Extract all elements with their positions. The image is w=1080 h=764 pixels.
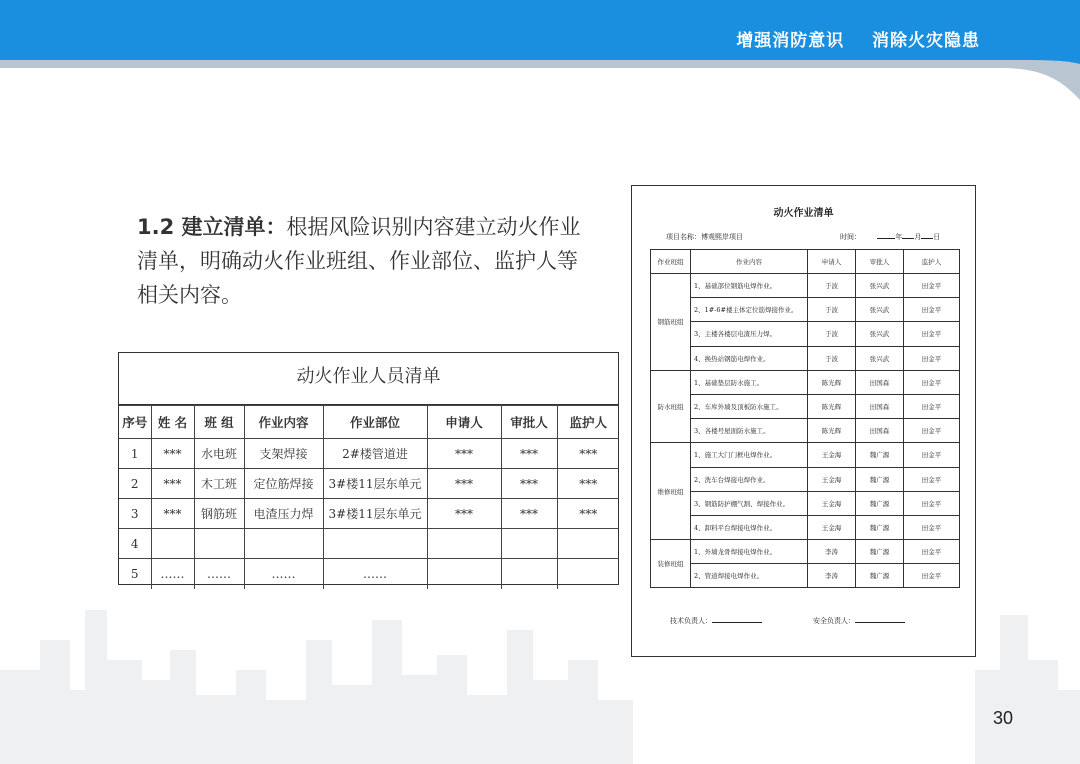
table-cell: ***	[557, 469, 619, 499]
permit-title: 动火作业清单	[773, 208, 834, 219]
table-row	[651, 394, 960, 418]
roster-header-cell: 申请人	[427, 406, 501, 439]
table-cell: ***	[501, 439, 557, 469]
permit-header-cell: 作业内容	[691, 250, 808, 274]
table-cell: 张兴武	[856, 298, 904, 322]
roster-header-cell: 班 组	[194, 406, 244, 439]
year-blank	[877, 232, 895, 239]
table-cell: 张兴武	[856, 322, 904, 346]
tech-sign-blank	[712, 616, 762, 623]
table-row	[651, 491, 960, 515]
table-cell: ***	[151, 469, 194, 499]
table-cell: 陈光辉	[808, 394, 856, 418]
hot-work-list-form	[631, 185, 976, 657]
table-cell: 田金平	[904, 491, 960, 515]
page-number: 30	[993, 708, 1014, 728]
table-cell: 2	[119, 469, 151, 499]
table-cell: ***	[557, 499, 619, 529]
permit-header-cell: 作业班组	[651, 250, 691, 274]
roster-header-cell: 序号	[119, 406, 151, 439]
permit-header-cell: 监护人	[904, 250, 960, 274]
table-cell: 于波	[808, 274, 856, 298]
table-cell: 于波	[808, 346, 856, 370]
table-cell	[323, 529, 427, 559]
table-cell: ***	[557, 439, 619, 469]
safety-signature	[813, 616, 905, 626]
crew-group-cell: 防水班组	[651, 370, 691, 443]
table-cell: ……	[194, 559, 244, 589]
permit-body	[651, 274, 960, 588]
table-cell	[427, 529, 501, 559]
table-cell: ***	[501, 499, 557, 529]
table-cell: 张兴武	[856, 346, 904, 370]
table-cell: 田金平	[904, 515, 960, 539]
table-cell: 田金平	[904, 564, 960, 588]
table-cell	[501, 559, 557, 589]
table-cell: ***	[151, 439, 194, 469]
table-cell: ***	[427, 499, 501, 529]
table-cell	[557, 559, 619, 589]
table-cell: 木工班	[194, 469, 244, 499]
table-cell: 田金平	[904, 298, 960, 322]
table-row	[651, 443, 960, 467]
table-cell: 陈光辉	[808, 419, 856, 443]
table-cell	[151, 529, 194, 559]
table-cell: ***	[151, 499, 194, 529]
table-cell: 田金平	[904, 346, 960, 370]
table-cell: 田金平	[904, 322, 960, 346]
table-cell: 李涛	[808, 540, 856, 564]
tech-sign-label: 技术负责人：	[670, 617, 712, 625]
roster-header-cell: 监护人	[557, 406, 619, 439]
table-row	[651, 370, 960, 394]
table-cell: 田金平	[904, 370, 960, 394]
table-cell	[501, 529, 557, 559]
banner-curve-decoration	[0, 0, 1080, 110]
roster-grid	[119, 405, 619, 589]
table-cell: 魏广源	[856, 564, 904, 588]
table-cell: 4	[119, 529, 151, 559]
table-row	[119, 559, 619, 589]
table-cell: 钢筋班	[194, 499, 244, 529]
hot-work-personnel-table	[118, 352, 619, 585]
table-row	[651, 298, 960, 322]
table-cell: 田国森	[856, 394, 904, 418]
task-cell: 1、外墙龙骨焊接电焊作业。	[691, 540, 808, 564]
task-cell: 1、基础垫层防水施工。	[691, 370, 808, 394]
table-cell: 魏广源	[856, 540, 904, 564]
table-row	[651, 322, 960, 346]
table-cell: 支架焊接	[244, 439, 323, 469]
table-row	[651, 515, 960, 539]
table-cell: 田金平	[904, 394, 960, 418]
table-cell: 王金海	[808, 467, 856, 491]
table-cell: 王金海	[808, 491, 856, 515]
table-cell: 魏广源	[856, 491, 904, 515]
roster-header-cell: 审批人	[501, 406, 557, 439]
table-cell: 田金平	[904, 274, 960, 298]
table-row	[651, 540, 960, 564]
table-cell: 陈光辉	[808, 370, 856, 394]
table-row	[651, 564, 960, 588]
table-cell	[427, 559, 501, 589]
table-row	[119, 529, 619, 559]
table-cell: 王金海	[808, 515, 856, 539]
table-cell	[557, 529, 619, 559]
tech-signature	[670, 616, 762, 626]
table-cell: 田金平	[904, 443, 960, 467]
permit-header-cell: 审批人	[856, 250, 904, 274]
table-cell	[244, 529, 323, 559]
permit-date	[840, 232, 940, 242]
table-cell: ***	[501, 469, 557, 499]
crew-group-cell: 装修班组	[651, 540, 691, 588]
day-blank	[921, 232, 933, 239]
crew-group-cell: 维修班组	[651, 443, 691, 540]
roster-header-cell: 作业部位	[323, 406, 427, 439]
task-cell: 1、基础部位钢筋电焊作业。	[691, 274, 808, 298]
year-label: 年	[895, 233, 903, 241]
table-cell: 田国森	[856, 419, 904, 443]
task-cell: 1、施工大门门框电焊作业。	[691, 443, 808, 467]
table-cell: ***	[427, 469, 501, 499]
task-cell: 3、各楼号屋面防水施工。	[691, 419, 808, 443]
section-heading: 1.2 建立清单：	[137, 215, 287, 239]
table-cell: ***	[427, 439, 501, 469]
table-cell: 田国森	[856, 370, 904, 394]
table-cell: 李涛	[808, 564, 856, 588]
task-cell: 2、1#-6#楼主体定位筋焊接作业。	[691, 298, 808, 322]
table-row	[119, 499, 619, 529]
table-cell: 电渣压力焊	[244, 499, 323, 529]
section-intro	[137, 210, 597, 312]
table-cell: 田金平	[904, 419, 960, 443]
roster-header-cell: 姓 名	[151, 406, 194, 439]
table-cell: 3#楼11层东单元	[323, 499, 427, 529]
table-cell: 定位筋焊接	[244, 469, 323, 499]
table-cell: 魏广源	[856, 515, 904, 539]
table-cell: 田金平	[904, 540, 960, 564]
table-cell: 1	[119, 439, 151, 469]
table-cell: ……	[244, 559, 323, 589]
roster-title: 动火作业人员清单	[119, 353, 618, 405]
permit-header-cell: 申请人	[808, 250, 856, 274]
table-row	[651, 419, 960, 443]
task-cell: 3、钢筋防护棚气割、焊接作业。	[691, 491, 808, 515]
table-row	[651, 274, 960, 298]
task-cell: 4、卸料平台焊接电焊作业。	[691, 515, 808, 539]
table-cell: 3	[119, 499, 151, 529]
month-blank	[902, 232, 914, 239]
task-cell: 2、车库外墙及顶板防水施工。	[691, 394, 808, 418]
table-cell: 魏广源	[856, 467, 904, 491]
table-row	[119, 439, 619, 469]
permit-grid	[650, 249, 960, 588]
table-cell: 水电班	[194, 439, 244, 469]
banner-slogan: 增强消防意识 消除火灾隐患	[736, 31, 980, 51]
permit-header-row	[651, 250, 960, 274]
table-cell: 田金平	[904, 467, 960, 491]
table-cell: 王金海	[808, 443, 856, 467]
section-body: 根据风险识别内容建立动火作业清单，明确动火作业班组、作业部位、监护人等相关内容。	[137, 215, 581, 307]
table-cell: 魏广源	[856, 443, 904, 467]
table-row	[651, 467, 960, 491]
table-row	[651, 346, 960, 370]
table-cell: 于波	[808, 298, 856, 322]
month-label: 月	[914, 233, 922, 241]
safety-sign-blank	[855, 616, 905, 623]
table-cell	[194, 529, 244, 559]
task-cell: 2、管道焊接电焊作业。	[691, 564, 808, 588]
table-cell: 2#楼管道进	[323, 439, 427, 469]
table-cell: 张兴武	[856, 274, 904, 298]
crew-group-cell: 钢筋班组	[651, 274, 691, 371]
table-cell: ……	[151, 559, 194, 589]
task-cell: 2、洗车台焊接电焊作业。	[691, 467, 808, 491]
roster-header-row	[119, 406, 619, 439]
roster-header-cell: 作业内容	[244, 406, 323, 439]
safety-sign-label: 安全负责人：	[813, 617, 855, 625]
task-cell: 4、换热站钢筋电焊作业。	[691, 346, 808, 370]
table-row	[119, 469, 619, 499]
table-cell: ……	[323, 559, 427, 589]
day-label: 日	[933, 233, 941, 241]
time-label: 时间：	[840, 233, 861, 241]
table-cell: 于波	[808, 322, 856, 346]
project-name: 项目名称：博观熙岸项目	[666, 233, 743, 241]
table-cell: 5	[119, 559, 151, 589]
task-cell: 3、主楼各楼层电渣压力焊。	[691, 322, 808, 346]
table-cell: 3#楼11层东单元	[323, 469, 427, 499]
